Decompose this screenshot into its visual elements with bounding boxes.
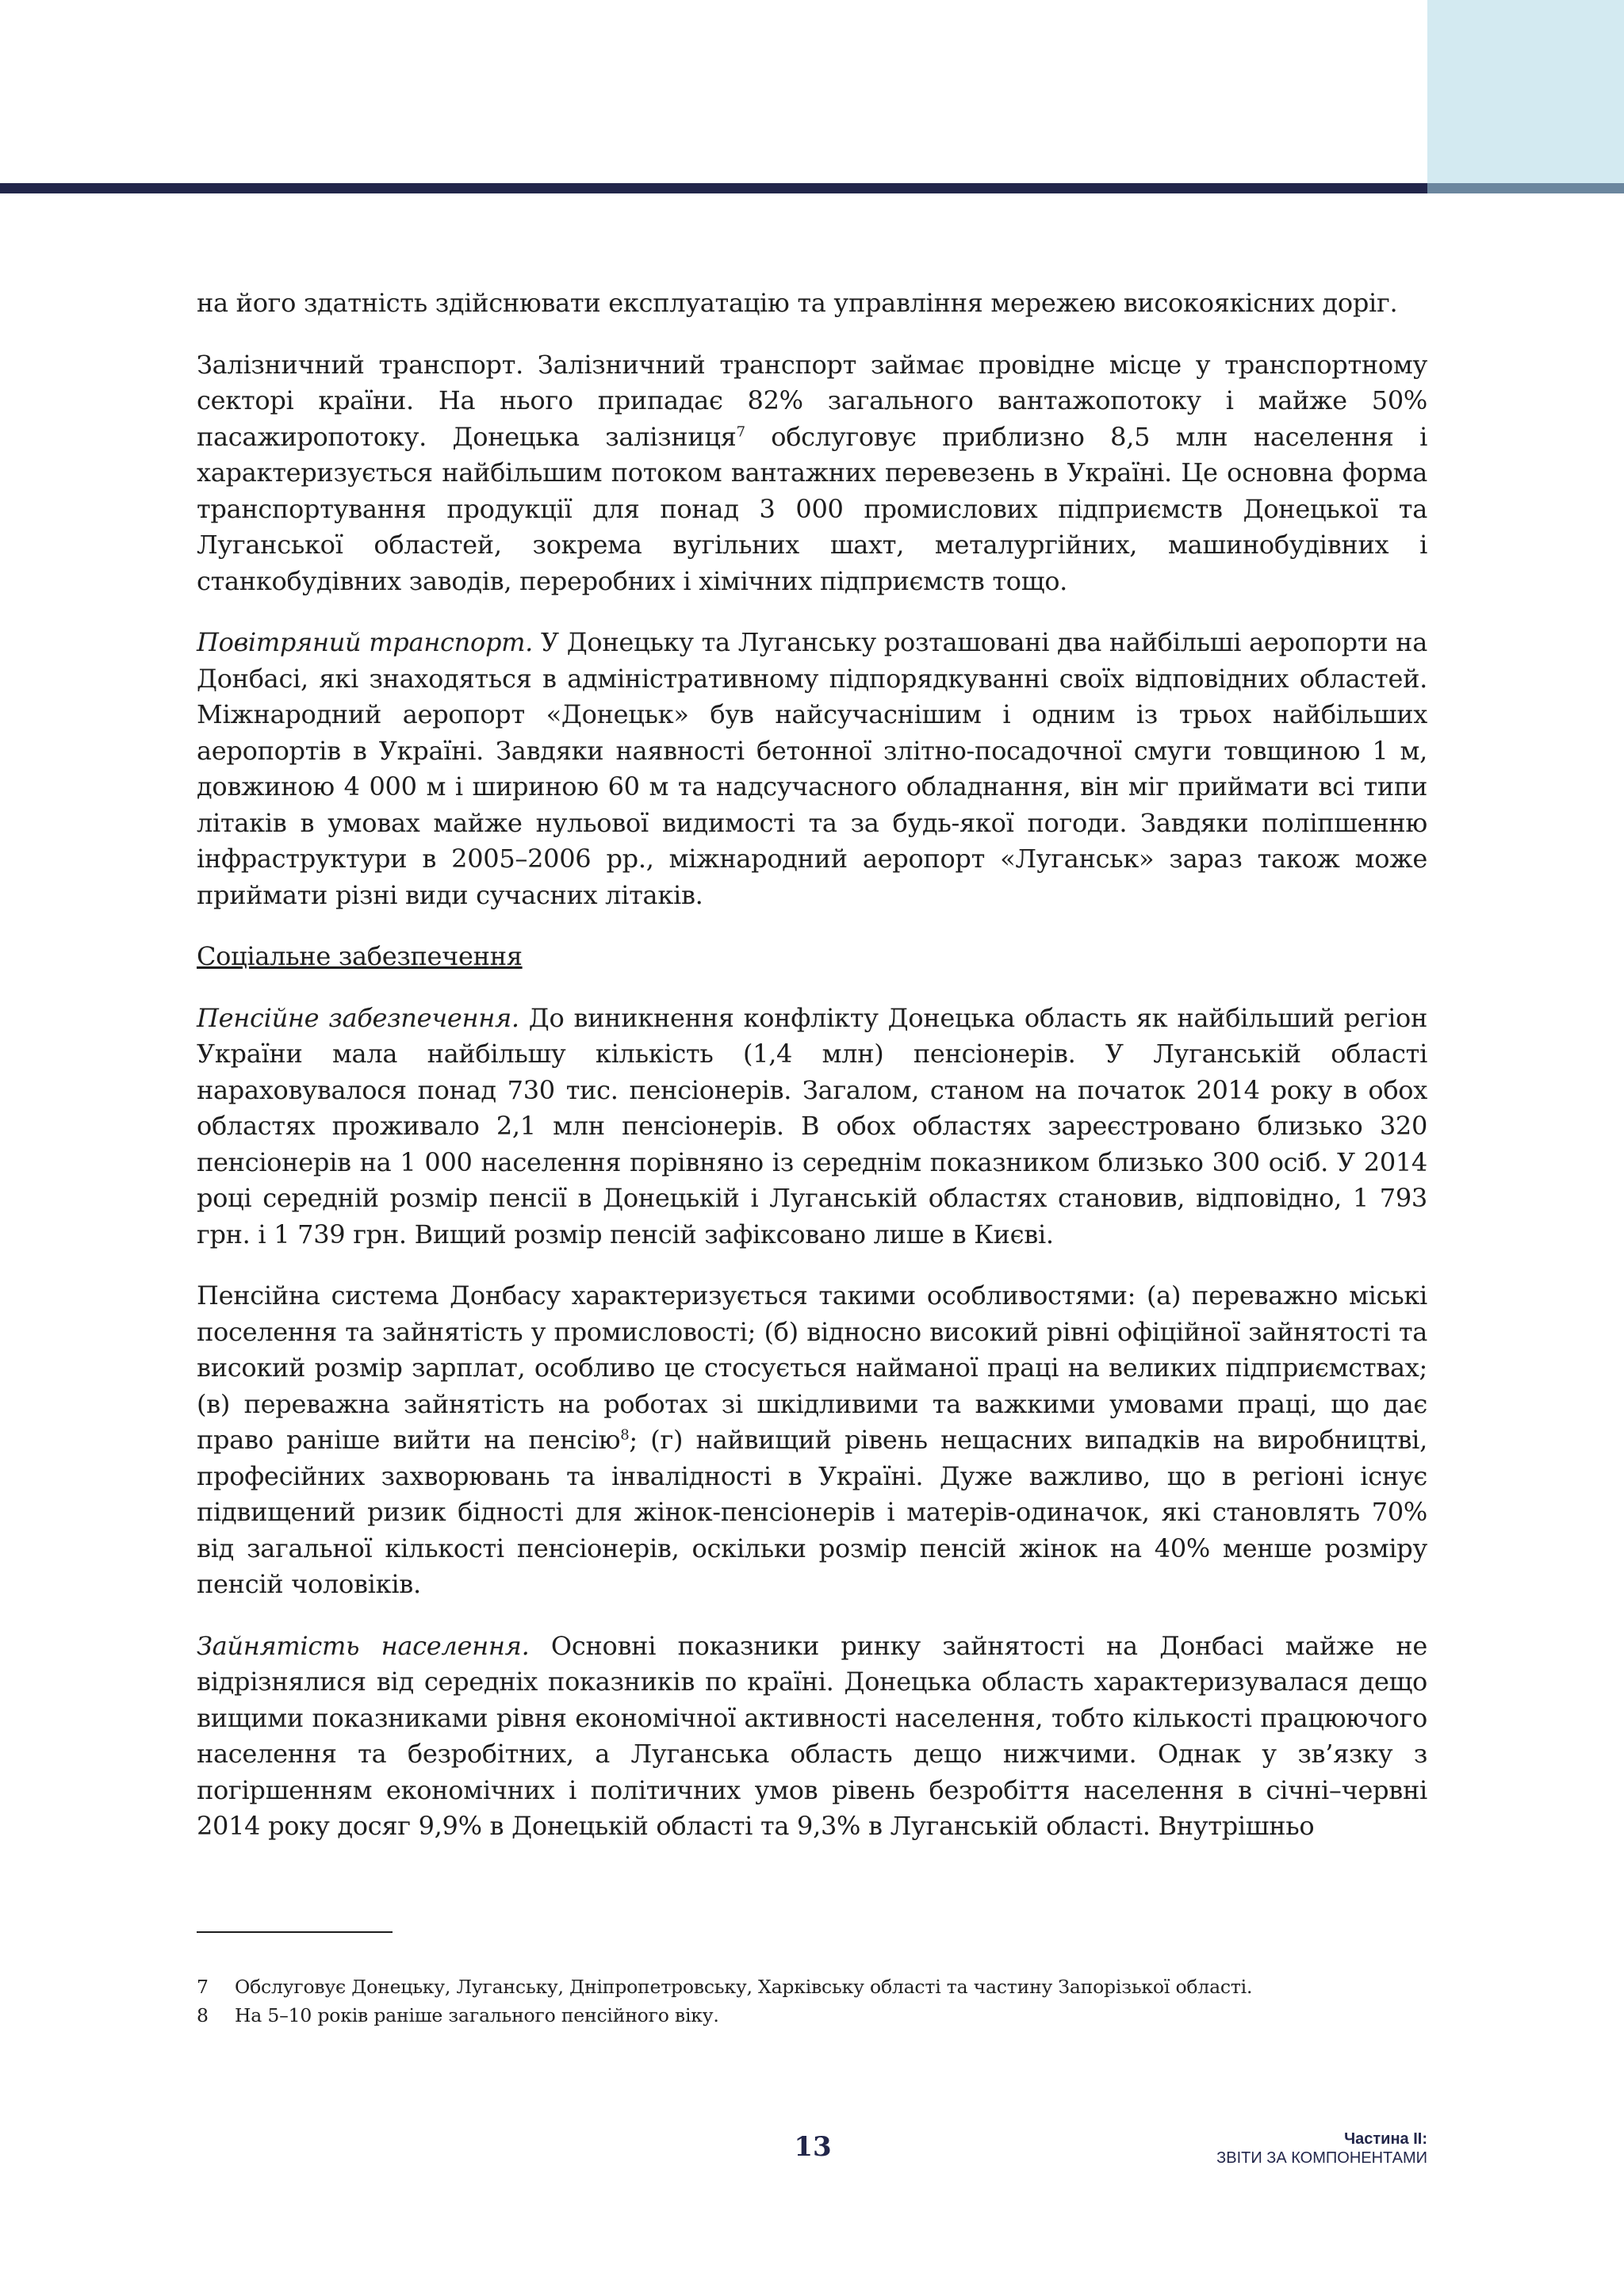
footnote-text: Обслуговує Донецьку, Луганську, Дніпропетровську, Харківську області та частину Запорізької області.	[235, 1976, 1253, 1998]
paragraph-air-transport: Повітряний транспорт. У Донецьку та Луганську розташовані два найбільші аеропорти на Донбасі, які знаходяться в адміністративному підпорядкуванні своїх відповідних областей. Міжнародний аеропорт «Донецьк» був найсучаснішим і одним із трьох найбільших аеропортів в Україні. Завдяки наявності бетонної злітно-посадочної смуги товщиною 1 м, довжиною 4 000 м і шириною 60 м та надсучасного обладнання, він міг приймати всі типи літаків в умовах майже нульової видимості та за будь-якої погоди. Завдяки поліпшенню інфраструктури в 2005–2006 рр., міжнародний аеропорт «Луганськ» зараз також може приймати різні види сучасних літаків.	[197, 627, 1427, 910]
paragraph-employment: Зайнятість населення. Основні показники ринку зайнятості на Донбасі майже не відрізнялися від середніх показників по країні. Донецька область характеризувалася дещо вищими показниками рівня економічної активності населення, тобто кількості працюючого населення та безробітних, а Луганська область дещо нижчими. Однак у зв’язку з погіршенням економічних і політичних умов рівень безробіття населення в січні–червні 2014 року досяг 9,9% в Донецькій області та 9,3% в Луганській області. Внутрішньо	[197, 1630, 1427, 1841]
header-bar-accent	[1427, 183, 1624, 193]
footnote-8	[197, 2001, 1427, 2030]
paragraph-lead-pensions: Пенсійне забезпечення.	[197, 1002, 519, 1033]
footnote-ref-8[interactable]: 8	[620, 1426, 630, 1444]
footnote-number: 7	[197, 1976, 209, 1998]
page-body	[197, 285, 1427, 1870]
paragraph-pension-system: Пенсійна система Донбасу характеризується такими особливостями: (а) переважно міські поселення та зайнятість у промисловості; (б) відносно високий рівні офіційної зайнятості та високий розмір зарплат, особливо це стосується найманої праці на великих підприємствах; (в) переважна зайнятість на роботах зі шкідливими та важкими умовами праці, що дає право раніше вийти на пенсію$^8$; (г) найвищий рівень нещасних випадків на виробництві, професійних захворювань та інвалідності в Україні. Дуже важливо, що в регіоні існує підвищений ризик бідності для жінок-пенсіонерів і матерів-одиначок, які становлять 70% від загальної кількості пенсіонерів, оскільки розмір пенсій жінок на 40% менше розміру пенсій чоловіків.	[197, 1280, 1427, 1599]
header-bar	[0, 183, 1427, 193]
footnote-number: 8	[197, 2004, 209, 2026]
footnote-7	[197, 1973, 1427, 2001]
paragraph-pensions: Пенсійне забезпечення. До виникнення конфлікту Донецька область як найбільший регіон України мала найбільшу кількість (1,4 млн) пенсіонерів. У Луганській області нараховувалося понад 730 тис. пенсіонерів. Загалом, станом на початок 2014 року в обох областях проживало 2,1 млн пенсіонерів. В обох областях зареєстровано близько 320 пенсіонерів на 1 000 населення порівняно із середнім показником близько 300 осіб. У 2014 році середній розмір пенсії в Донецькій і Луганській областях становив, відповідно, 1 793 грн. і 1 739 грн. Вищий розмір пенсій зафіксовано лише в Києві.	[197, 1002, 1427, 1249]
footnote-divider	[197, 1931, 393, 1933]
paragraph-rail-transport: Залізничний транспорт. Залізничний транспорт займає провідне місце у транспортному секторі країни. На нього припадає 82% загального вантажопотоку і майже 50% пасажиропотоку. Донецька залізниця$^7$ обслуговує приблизно 8,5 млн населення і характеризується найбільшим потоком вантажних перевезень в Україні. Це основна форма транспортування продукції для понад 3 000 промислових підприємств Донецької та Луганської областей, зокрема вугільних шахт, металургійних, машинобудівних і станкобудівних заводів, переробних і хімічних підприємств тощо.	[197, 349, 1427, 596]
footnotes	[197, 1973, 1427, 2030]
part-title: Частина II:	[1344, 2130, 1427, 2148]
paragraph-lead-employment: Зайнятість населення.	[197, 1630, 530, 1661]
footnote-ref-7[interactable]: 7	[736, 423, 745, 440]
paragraph-roads-continuation: на його здатність здійснювати експлуатацію та управління мережею високоякісних доріг.	[197, 288, 1398, 318]
paragraph-lead-air: Повітряний транспорт.	[197, 627, 534, 657]
footnote-text: На 5–10 років раніше загального пенсійного віку.	[235, 2004, 719, 2026]
part-section: ЗВІТИ ЗА КОМПОНЕНТАМИ	[1216, 2149, 1427, 2167]
section-heading-social: Соціальне забезпечення	[197, 941, 523, 971]
header-corner-block	[1427, 0, 1624, 190]
page-number: 13	[794, 2131, 832, 2163]
part-label	[1216, 2130, 1427, 2168]
